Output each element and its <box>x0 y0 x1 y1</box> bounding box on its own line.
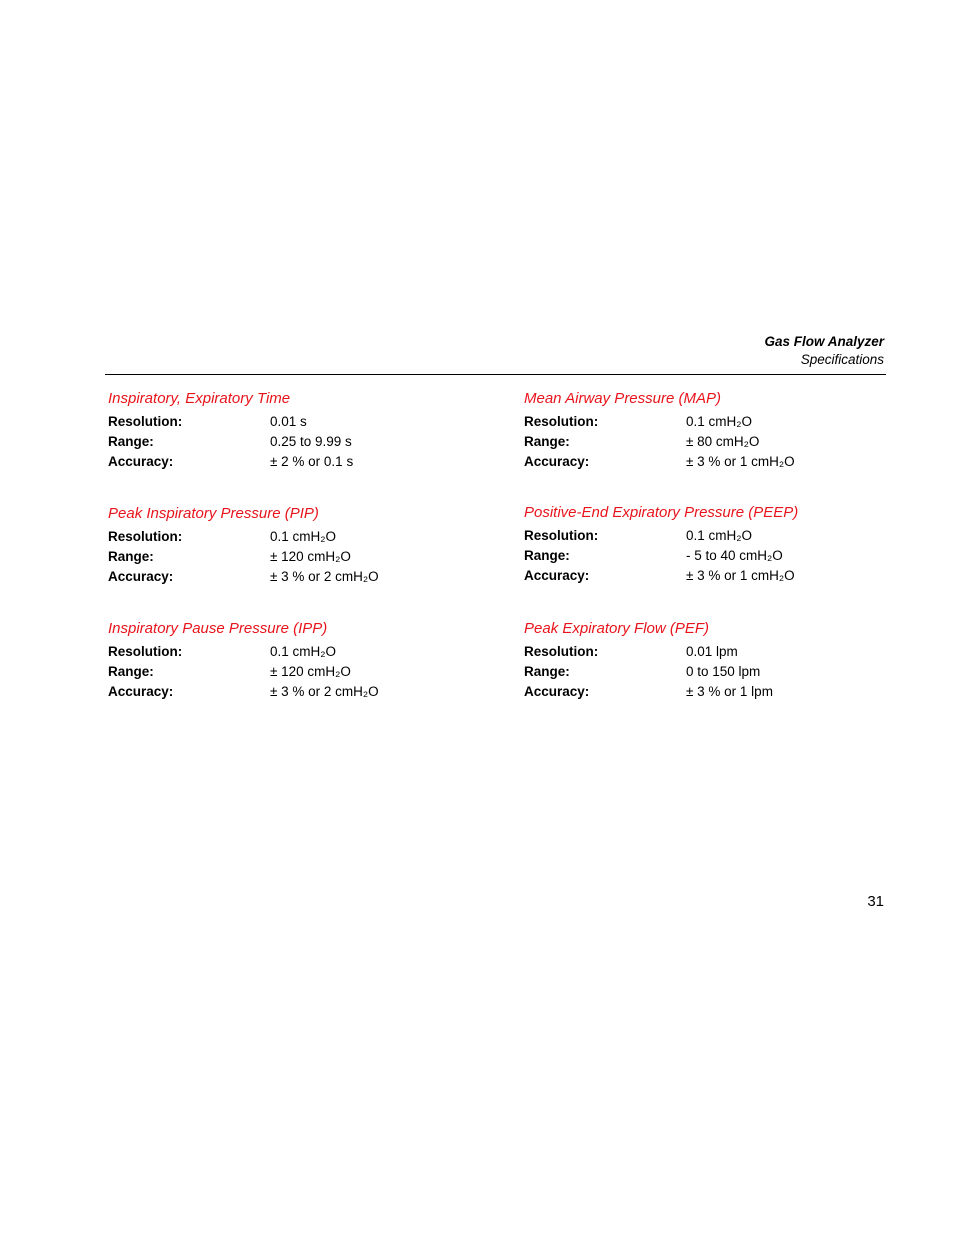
spec-value: 0.25 to 9.99 s <box>270 434 352 449</box>
spec-value: 0.01 s <box>270 414 307 429</box>
spec-row-resolution <box>108 642 488 662</box>
spec-row-range <box>108 547 488 567</box>
spec-value: ± 2 % or 0.1 s <box>270 454 354 469</box>
spec-row-resolution <box>108 412 488 432</box>
page-number: 31 <box>867 893 884 910</box>
spec-section-peak-inspiratory-pressure <box>108 505 488 587</box>
spec-value: ± 120 cmH₂O <box>270 664 351 679</box>
spec-row-range <box>524 432 904 452</box>
spec-row-accuracy <box>524 682 904 702</box>
spec-label: Accuracy: <box>108 569 174 584</box>
document-title: Gas Flow Analyzer <box>764 334 884 349</box>
spec-value: 0 to 150 lpm <box>686 664 761 679</box>
section-title: Inspiratory, Expiratory Time <box>108 390 291 407</box>
spec-value: ± 120 cmH₂O <box>270 549 351 564</box>
spec-row-range <box>524 662 904 682</box>
spec-row-resolution <box>524 412 904 432</box>
section-title: Inspiratory Pause Pressure (IPP) <box>108 620 328 637</box>
spec-value: ± 3 % or 1 cmH₂O <box>686 454 795 469</box>
running-header <box>764 333 884 369</box>
spec-label: Resolution: <box>524 414 599 429</box>
spec-section-inspiratory-expiratory-time <box>108 390 488 472</box>
spec-row-accuracy <box>108 682 488 702</box>
section-title: Mean Airway Pressure (MAP) <box>524 390 721 407</box>
spec-row-range <box>524 546 904 566</box>
spec-row-range <box>108 432 488 452</box>
spec-label: Resolution: <box>108 644 183 659</box>
spec-label: Resolution: <box>108 414 183 429</box>
spec-section-peak-expiratory-flow <box>524 620 904 702</box>
spec-row-resolution <box>524 526 904 546</box>
spec-section-positive-end-expiratory-pressure <box>524 504 904 586</box>
spec-row-accuracy <box>524 566 904 586</box>
section-title: Peak Inspiratory Pressure (PIP) <box>108 505 319 522</box>
spec-section-inspiratory-pause-pressure <box>108 620 488 702</box>
spec-row-accuracy <box>108 567 488 587</box>
spec-row-accuracy <box>108 452 488 472</box>
header-rule <box>105 374 886 375</box>
spec-label: Resolution: <box>108 529 183 544</box>
spec-label: Resolution: <box>524 644 599 659</box>
spec-label: Range: <box>524 434 570 449</box>
spec-label: Range: <box>524 664 570 679</box>
spec-row-range <box>108 662 488 682</box>
spec-label: Range: <box>108 434 154 449</box>
spec-row-accuracy <box>524 452 904 472</box>
spec-value: 0.1 cmH₂O <box>270 529 337 544</box>
section-title: Peak Expiratory Flow (PEF) <box>524 620 710 637</box>
spec-label: Range: <box>524 548 570 563</box>
spec-value: 0.01 lpm <box>686 644 738 659</box>
spec-value: 0.1 cmH₂O <box>270 644 337 659</box>
spec-label: Accuracy: <box>108 684 174 699</box>
spec-value: 0.1 cmH₂O <box>686 528 753 543</box>
spec-value: ± 3 % or 2 cmH₂O <box>270 684 379 699</box>
spec-label: Accuracy: <box>524 684 590 699</box>
chapter-title: Specifications <box>800 352 884 367</box>
spec-label: Accuracy: <box>108 454 174 469</box>
spec-label: Range: <box>108 664 154 679</box>
spec-value: ± 3 % or 2 cmH₂O <box>270 569 379 584</box>
spec-row-resolution <box>524 642 904 662</box>
spec-section-mean-airway-pressure <box>524 390 904 472</box>
spec-row-resolution <box>108 527 488 547</box>
spec-label: Resolution: <box>524 528 599 543</box>
spec-label: Accuracy: <box>524 454 590 469</box>
spec-value: - 5 to 40 cmH₂O <box>686 548 783 563</box>
spec-value: ± 80 cmH₂O <box>686 434 760 449</box>
spec-label: Range: <box>108 549 154 564</box>
spec-value: ± 3 % or 1 cmH₂O <box>686 568 795 583</box>
spec-value: 0.1 cmH₂O <box>686 414 753 429</box>
spec-label: Accuracy: <box>524 568 590 583</box>
spec-value: ± 3 % or 1 lpm <box>686 684 773 699</box>
section-title: Positive-End Expiratory Pressure (PEEP) <box>524 504 799 521</box>
